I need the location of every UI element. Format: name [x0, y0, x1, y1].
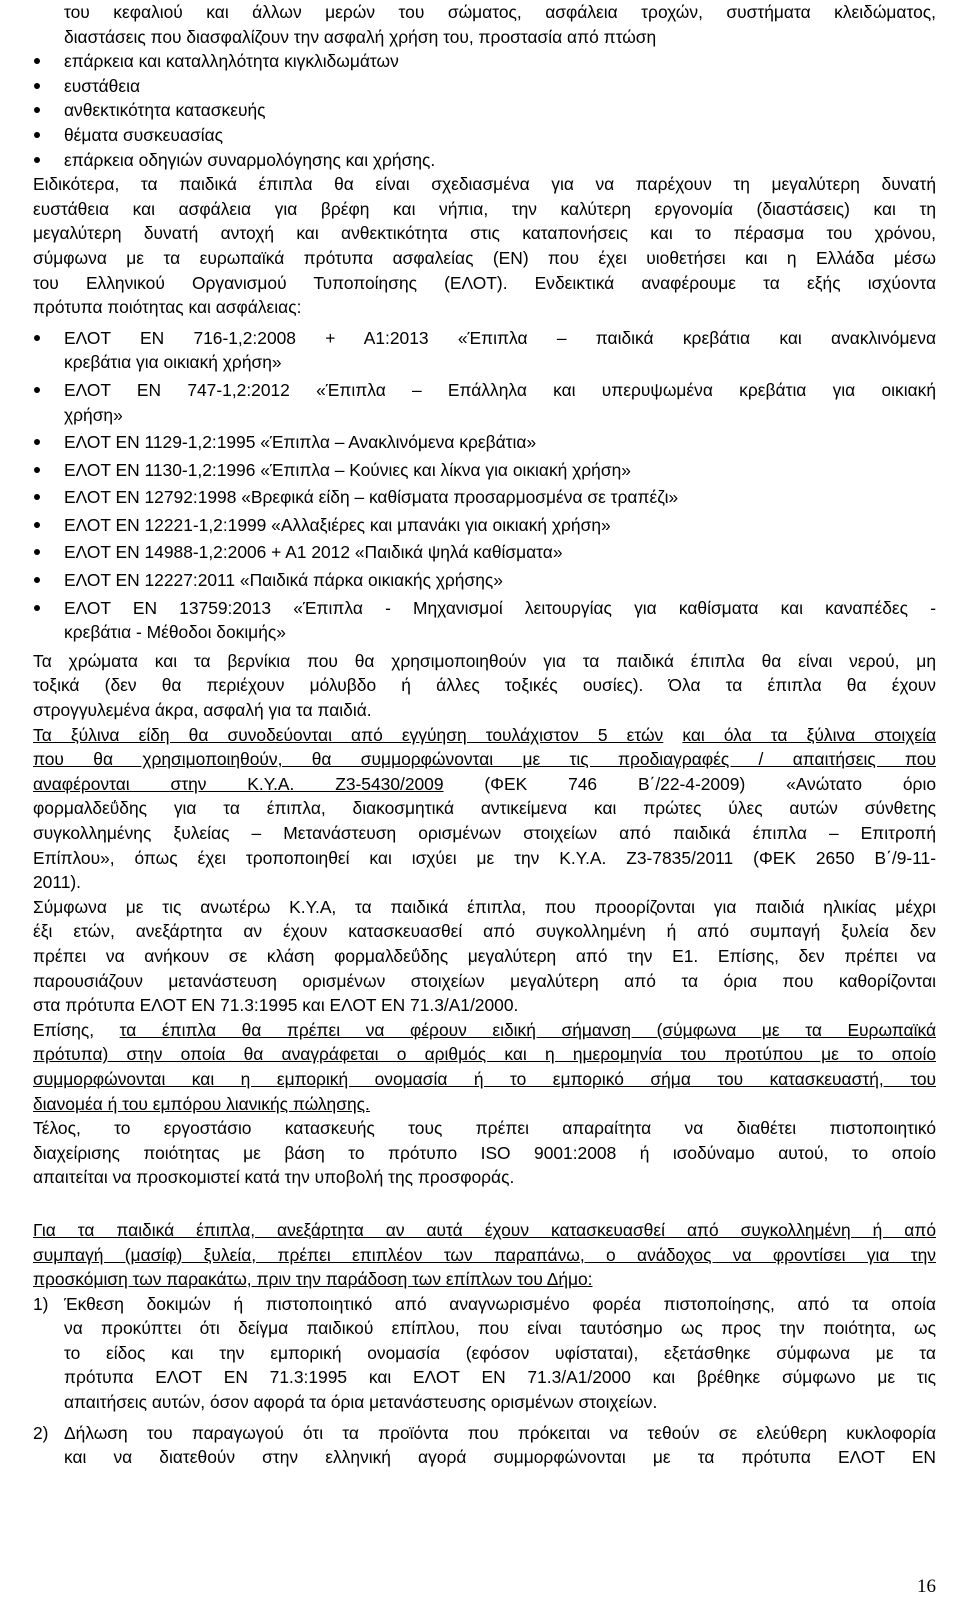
list-item: [33, 74, 936, 99]
numbered-item: [33, 1292, 936, 1415]
item-number: 2): [33, 1422, 49, 1443]
text-line: Τα χρώματα και τα βερνίκια που θα χρησιμοποιηθούν για τα παιδικά έπιπλα θα είναι νερού, μη: [33, 650, 936, 671]
list-item: [33, 513, 936, 538]
text-line: Δήλωση του παραγωγού ότι τα προϊόντα που πρόκειται να τεθούν σε ελεύθερη κυκλοφορία: [64, 1422, 936, 1443]
blank-line: [33, 1190, 936, 1218]
list-item: [33, 485, 936, 510]
page-number: 16: [917, 1576, 936, 1597]
text-line: Ειδικότερα, τα παιδικά έπιπλα θα είναι σχεδιασμένα για να παρέχουν τη μεγαλύτερη δυνατή: [33, 174, 936, 195]
list-item: [33, 596, 936, 645]
text-line: πρότυπα ΕΛΟΤ ΕΝ 71.3:1995 και ΕΛΟΤ ΕΝ 71.3/Α1/2000 και βρέθηκε σύμφωνο με τις: [64, 1367, 936, 1388]
bullet-list: [33, 49, 936, 172]
text-line: συμμορφώνονται και η εμπορική ονομασία ή το εμπορικό σήμα του κατασκευαστή, του: [33, 1068, 936, 1089]
standard-line: ΕΛΟΤ ΕΝ 1130-1,2:1996 «Έπιπλα – Κούνιες και λίκνα για οικιακή χρήση»: [64, 459, 631, 480]
list-item: [33, 430, 936, 455]
text-line: συγκολλημένης ξυλείας – Μετανάστευση ορισμένων στοιχείων από παιδικά έπιπλα – Επιτροπή: [33, 823, 936, 843]
text-line: απαιτείται να προσκομιστεί κατά την υποβολή της προσφοράς.: [33, 1167, 515, 1188]
paragraph-colors: [33, 649, 936, 723]
paragraph-age: [33, 895, 936, 1018]
text-line: Έκθεση δοκιμών ή πιστοποιητικό από αναγνωρισμένο φορέα πιστοποίησης, από τα οποία: [64, 1293, 936, 1314]
text-line: πρότυπα) στην οποία θα αναγράφεται ο αριθμός και η ημερομηνία του προτύπου με το οποίο: [33, 1044, 936, 1065]
underlined-text: προσκόμιση των παρακάτω, πριν την παράδοση των επίπλων του Δήμο:: [33, 1269, 593, 1290]
text-line: φορμαλδεΰδης για τα έπιπλα, διακοσμητικά αντικείμενα και πρώτες ύλες αυτών σύνθετης: [33, 798, 936, 819]
underlined-text: αναφέρονται στην Κ.Υ.Α. Ζ3-5430/2009: [33, 773, 444, 794]
standard-line: ΕΛΟΤ ΕΝ 747-1,2:2012 «Έπιπλα – Επάλληλα και υπερυψωμένα κρεβάτια για οικιακή: [64, 379, 936, 400]
underlined-text: τα έπιπλα θα πρέπει να φέρουν ειδική σήμανση (σύμφωνα με τα Ευρωπαϊκά: [119, 1019, 936, 1040]
text-line: να προκύπτει ότι δείγμα παιδικού επίπλου, που είναι ταυτόσημο ως προς την ποιότητα, ως: [64, 1318, 936, 1339]
paragraph-factory: [33, 1116, 936, 1190]
standard-line: ΕΛΟΤ ΕΝ 14988-1,2:2006 + Α1 2012 «Παιδικά ψηλά καθίσματα»: [64, 542, 563, 563]
text-line: διαχείρισης ποιότητας με βάση το πρότυπο ISO 9001:2008 ή ισοδύναμο αυτού, το οποίο: [33, 1142, 936, 1163]
text-line: 2011).: [33, 872, 82, 893]
text-line: [33, 772, 936, 797]
standard-line: ΕΛΟΤ ΕΝ 12792:1998 «Βρεφικά είδη – καθίσματα προσαρμοσμένα σε τραπέζι»: [64, 487, 679, 508]
paragraph-delivery: [33, 1218, 936, 1292]
list-item: [33, 148, 936, 173]
list-item-text: θέματα συσκευασίας: [64, 124, 224, 145]
text-line: τοξικά (δεν θα περιέχουν μόλυβδο ή άλλες τοξικές ουσίες). Όλα τα έπιπλα θα έχουν: [33, 675, 936, 696]
list-item-text: ανθεκτικότητα κατασκευής: [64, 100, 266, 121]
text-line: Τέλος, το εργοστάσιο κατασκευής τους πρέπει απαραίτητα να διαθέτει πιστοποιητικό: [33, 1118, 936, 1139]
text-line: στρογγυλεμένα άκρα, ασφαλή για τα παιδιά.: [33, 700, 372, 721]
standard-line: κρεβάτια για οικιακή χρήση»: [64, 352, 282, 373]
numbered-item: [33, 1421, 936, 1470]
text-line: στα πρότυπα ΕΛΟΤ ΕΝ 71.3:1995 και ΕΛΟΤ ΕΝ 71.3/Α1/2000.: [33, 995, 519, 1016]
standard-line: ΕΛΟΤ ΕΝ 13759:2013 «Έπιπλα - Μηχανισμοί λειτουργίας για καθίσματα και καναπέδες -: [64, 597, 936, 618]
text-line: σύμφωνα με τα ευρωπαϊκά πρότυπα ασφαλείας (ΕΝ) που έχει υιοθετήσει και η Ελλάδα μέσω: [33, 247, 936, 268]
standard-line: ΕΛΟΤ ΕΝ 1129-1,2:1995 «Έπιπλα – Ανακλινόμενα κρεβάτια»: [64, 432, 537, 453]
list-item-text: επάρκεια οδηγιών συναρμολόγησης και χρήσης.: [64, 149, 436, 170]
standard-line: ΕΛΟΤ ΕΝ 12221-1,2:1999 «Αλλαξιέρες και μπανάκι για οικιακή χρήση»: [64, 514, 611, 535]
text-line: Για τα παιδικά έπιπλα, ανεξάρτητα αν αυτά έχουν κατασκευασθεί από συγκολλημένη ή από: [33, 1219, 936, 1240]
text-line: συμπαγή (μασίφ) ξυλεία, πρέπει επιπλέον των παραπάνω, ο ανάδοχος να φροντίσει για την: [33, 1244, 936, 1265]
standard-line: ΕΛΟΤ ΕΝ 12227:2011 «Παιδικά πάρκα οικιακής χρήσης»: [64, 570, 503, 591]
list-item: [33, 123, 936, 148]
text-line: [33, 723, 936, 748]
numbered-list: [33, 1292, 936, 1470]
text-line: παρουσιάζουν μετανάστευση ορισμένων στοιχείων μεγαλύτερη από τα όρια που καθορίζονται: [33, 970, 936, 991]
underlined-text: διανομέα ή του εμπόρου λιανικής πώλησης.: [33, 1093, 370, 1114]
text-span: (ΦΕΚ 746 Β΄/22-4-2009) «Ανώτατο όριο: [443, 773, 936, 794]
text-line: το είδος και την εμπορική ονομασία (εφόσον υφίσταται), εξετάσθηκε σύμφωνα με τα: [64, 1342, 936, 1363]
underlined-text: και όλα τα ξύλινα στοιχεία: [682, 724, 936, 745]
text-span: [663, 725, 682, 745]
list-item: [33, 98, 936, 123]
text-line: μεγαλύτερη δυνατή αντοχή και ανθεκτικότητα στις καταπονήσεις και το πέρασμα του χρόνου,: [33, 223, 936, 244]
standard-line: χρήση»: [64, 404, 123, 425]
standard-line: κρεβάτια - Μέθοδοι δοκιμής»: [64, 622, 286, 643]
text-line: και να διατεθούν στην ελληνική αγορά συμμορφώνονται με τα πρότυπα ΕΛΟΤ ΕΝ: [64, 1447, 936, 1468]
text-line: πρότυπα ποιότητας και ασφάλειας:: [33, 297, 302, 318]
text-line: του Ελληνικού Οργανισμού Τυποποίησης (ΕΛΟΤ). Ενδεικτικά αναφέρουμε τα εξής ισχύοντα: [33, 272, 936, 293]
document-page: [33, 0, 936, 1470]
bullet-continuation: [33, 0, 936, 49]
paragraph-marking: [33, 1018, 936, 1116]
text-line: που θα χρησιμοποιηθούν, θα συμμορφώνονται με τις προδιαγραφές / απαιτήσεις που: [33, 749, 936, 770]
text-line: πρέπει να ανήκουν σε κλάση φορμαλδεΰδης μεγαλύτερη από την Ε1. Επίσης, δεν πρέπει να: [33, 945, 936, 966]
text-line: Επίπλου», όπως έχει τροποποιηθεί και ισχύει με την Κ.Υ.Α. Ζ3-7835/2011 (ΦΕΚ 2650 Β΄/9-11-: [33, 847, 936, 868]
list-item-text: επάρκεια και καταλληλότητα κιγκλιδωμάτων: [64, 51, 399, 72]
list-item: [33, 458, 936, 483]
text-line: απαιτήσεις αυτών, όσον αφορά τα όρια μετανάστευσης ορισμένων στοιχείων.: [64, 1392, 658, 1413]
text-line: ευστάθεια και ασφάλεια για βρέφη και νήπια, την καλύτερη εργονομία (διαστάσεις) και τη: [33, 198, 936, 219]
list-item: [33, 540, 936, 565]
list-item: [33, 378, 936, 427]
paragraph-wood: [33, 723, 936, 895]
list-item: [33, 568, 936, 593]
text-line: του κεφαλιού και άλλων μερών του σώματος, ασφάλεια τροχών, συστήματα κλειδώματος,: [64, 2, 936, 22]
text-line: [33, 1018, 936, 1043]
list-item: [33, 326, 936, 375]
item-number: 1): [33, 1293, 49, 1314]
text-line: Σύμφωνα με τις ανωτέρω Κ.Υ.Α, τα παιδικά έπιπλα, που προορίζονται για παιδιά ηλικίας μέχρι: [33, 896, 936, 917]
underlined-text: Τα ξύλινα είδη θα συνοδεύονται από εγγύηση τουλάχιστον 5 ετών: [33, 724, 664, 745]
text-line: έξι ετών, ανεξάρτητα αν έχουν κατασκευασθεί από συγκολλημένη ή από συμπαγή ξυλεία δεν: [33, 921, 936, 942]
list-item: [33, 49, 936, 74]
list-item-text: ευστάθεια: [64, 75, 141, 96]
text-line: διαστάσεις που διασφαλίζουν την ασφαλή χρήση του, προστασία από πτώση: [64, 26, 657, 47]
standard-line: ΕΛΟΤ ΕΝ 716-1,2:2008 + Α1:2013 «Έπιπλα – παιδικά κρεβάτια και ανακλινόμενα: [64, 327, 936, 348]
text-span: Επίσης,: [33, 1019, 120, 1040]
paragraph-specifics: [33, 172, 936, 320]
standards-list: [33, 326, 936, 645]
